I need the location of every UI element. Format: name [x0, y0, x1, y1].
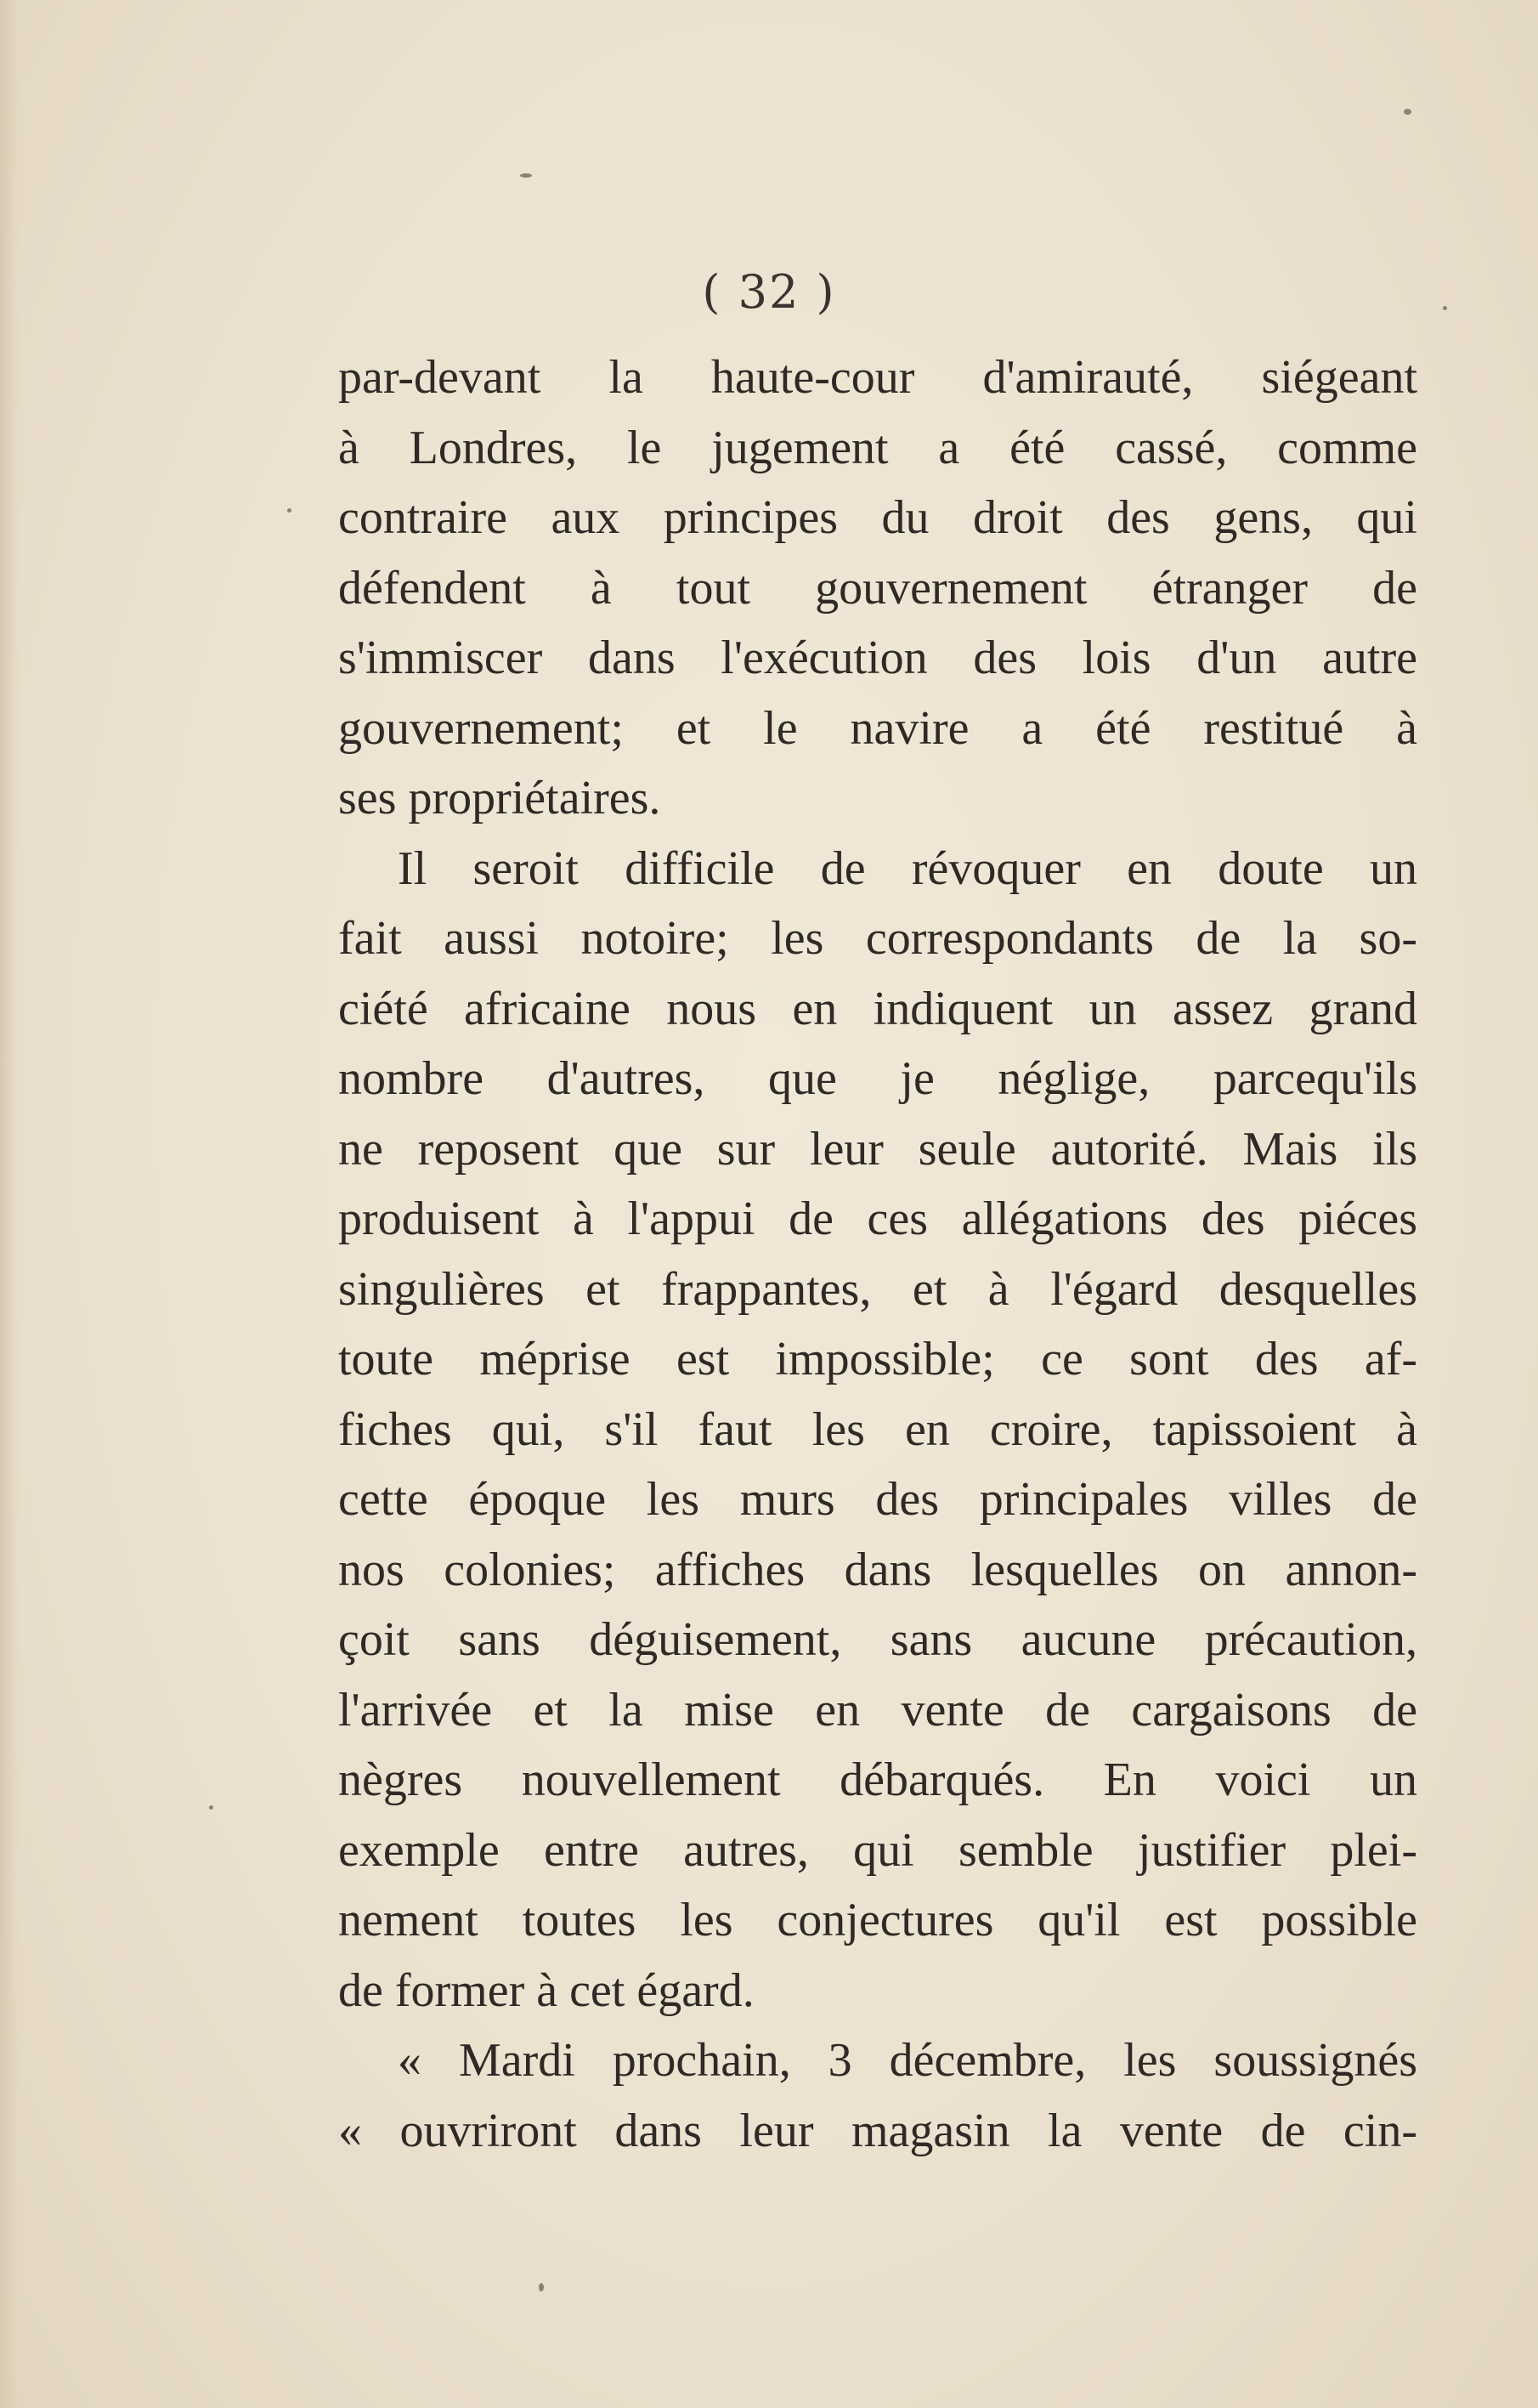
text-line: contraire aux principes du droit des gens, qui — [338, 491, 1417, 544]
text-line: par-devant la haute-cour d'amirauté, siégeant — [338, 351, 1417, 404]
quote-line: « Mardi prochain, 3 décembre, les soussignés — [398, 2034, 1417, 2087]
text-line: s'immiscer dans l'exécution des lois d'un autre — [338, 632, 1417, 684]
paper-speck — [1404, 109, 1411, 115]
text-line: gouvernement; et le navire a été restitué à — [338, 701, 1417, 755]
text-line: nombre d'autres, que je néglige, parcequ'ils — [338, 1052, 1417, 1105]
page-number: ( 32 ) — [702, 265, 836, 319]
text-line: cette époque les murs des principales villes de — [338, 1473, 1417, 1526]
paper-speck — [287, 508, 291, 513]
text-line: nos colonies; affiches dans lesquelles on annon- — [338, 1543, 1417, 1596]
text-line: de former à cet égard. — [338, 1963, 755, 2017]
text-line: à Londres, le jugement a été cassé, comme — [338, 421, 1417, 474]
paper-speck — [539, 2283, 544, 2292]
text-line: l'arrivée et la mise en vente de cargaisons de — [338, 1683, 1417, 1737]
text-line: ses propriétaires. — [338, 772, 661, 824]
text-line: produisent à l'appui de ces allégations des piéces — [338, 1193, 1417, 1245]
text-line: fiches qui, s'il faut les en croire, tapissoient à — [338, 1402, 1417, 1456]
quote-line: « ouvriront dans leur magasin la vente de cin- — [338, 2104, 1417, 2157]
text-line: exemple entre autres, qui semble justifier plei- — [338, 1823, 1417, 1877]
paper-speck — [209, 1805, 213, 1810]
text-line: nègres nouvellement débarqués. En voici un — [338, 1754, 1417, 1806]
paragraph-first-line: Il seroit difficile de révoquer en doute un — [398, 841, 1417, 895]
text-line: ciété africaine nous en indiquent un assez grand — [338, 982, 1417, 1035]
body-text — [338, 343, 1417, 2166]
paper-speck — [520, 173, 532, 178]
text-line: ne reposent que sur leur seule autorité. Mais ils — [338, 1122, 1417, 1176]
text-line: fait aussi notoire; les correspondants de la so- — [338, 912, 1417, 965]
text-line: nement toutes les conjectures qu'il est possible — [338, 1894, 1417, 1946]
text-line: singulières et frappantes, et à l'égard desquelles — [338, 1262, 1417, 1316]
text-line: défendent à tout gouvernement étranger de — [338, 561, 1417, 615]
text-line: çoit sans déguisement, sans aucune précaution, — [338, 1613, 1417, 1666]
text-line: toute méprise est impossible; ce sont des af- — [338, 1333, 1417, 1385]
page-edge-shadow — [0, 0, 19, 2408]
